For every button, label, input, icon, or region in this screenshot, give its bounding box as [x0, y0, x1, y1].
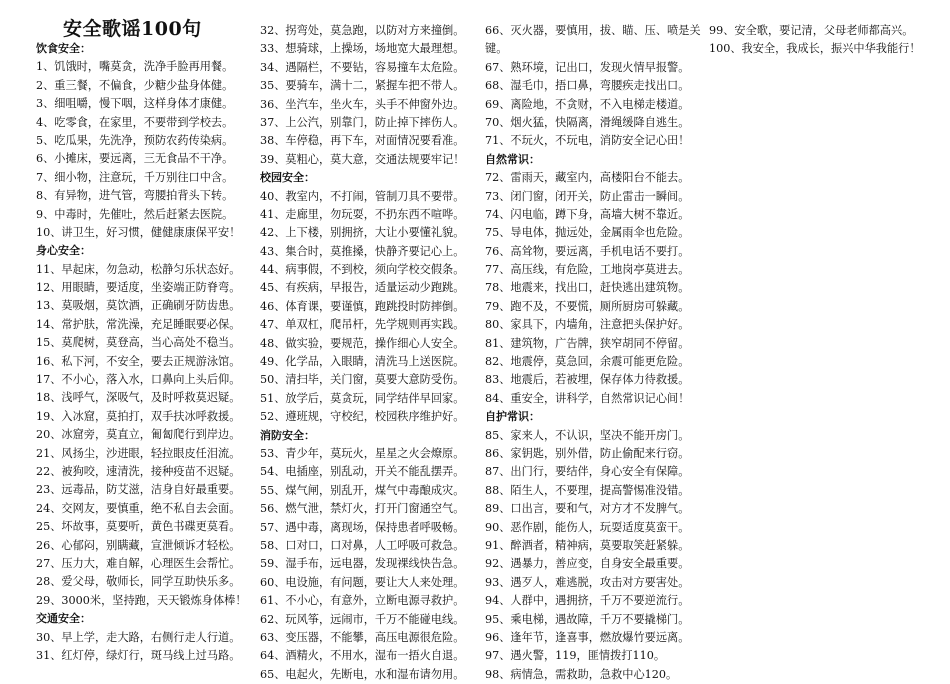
verse-line: 27、压力大，难自解，心理医生会帮忙。 — [36, 556, 241, 570]
verse-line: 76、高耸物，要远离，手机电话不要打。 — [485, 244, 690, 258]
verse-line: 18、浅呼气，深吸气，及时呼救莫迟疑。 — [36, 391, 241, 405]
verse-line: 3、细咀嚼，慢下咽，这样身体才康健。 — [36, 97, 234, 111]
verse-line: 82、地震停，莫急回，余震可能更危险。 — [485, 355, 690, 369]
verse-line: 89、口出言，要和气，对方才不发脾气。 — [485, 502, 690, 516]
verse-line: 11、早起床，勿急动，松静匀乐状态好。 — [36, 262, 241, 276]
verse-line: 64、酒精火，不用水，湿布一捂火自退。 — [260, 649, 465, 663]
verse-line: 52、遵班规，守校纪，校园秩序维护好。 — [260, 410, 465, 424]
verse-line: 33、想骑球，上操场，场地宽大最理想。 — [260, 42, 465, 56]
verse-line: 38、车停稳，再下车，对面情况要看准。 — [260, 134, 465, 148]
verse-line: 10、讲卫生，好习惯，健健康康保平安！ — [36, 225, 241, 239]
section-heading: 自护常识： — [485, 410, 540, 424]
verse-line: 19、入冰窟，莫拍打，双手扶冰呼救援。 — [36, 409, 241, 423]
verse-line: 68、湿毛巾，捂口鼻，弯腰疾走找出口。 — [485, 79, 690, 93]
verse-line: 20、冰窟旁，莫直立，匍匐爬行到岸边。 — [36, 428, 241, 442]
verse-line: 7、细小物，注意玩，千万别往口中含。 — [36, 170, 234, 184]
column-4 — [709, 22, 939, 59]
verse-line: 29、3000米，坚持跑，天天锻炼身体棒！ — [36, 593, 247, 607]
verse-line: 53、青少年，莫玩火，星星之火会燎原。 — [260, 446, 465, 460]
verse-line: 34、遇隔栏，不要钻，容易撞车太危险。 — [260, 60, 465, 74]
verse-line: 8、有异物，进气管，弯腰拍背头下转。 — [36, 189, 234, 203]
verse-line: 63、变压器，不能攀，高压电源很危险。 — [260, 630, 465, 644]
verse-line: 96、逢年节，逢喜事，燃放爆竹要远离。 — [485, 630, 690, 644]
verse-line: 99、安全歌，要记清，父母老师都高兴。 — [709, 24, 914, 37]
verse-line: 58、口对口，口对鼻，人工呼吸可救急。 — [260, 538, 465, 552]
page-title: 安全歌谣100句 — [63, 18, 202, 40]
section-heading: 自然常识： — [485, 152, 540, 166]
verse-line: 51、放学后，莫贪玩，同学结伴早回家。 — [260, 391, 465, 405]
verse-line: 85、家来人，不认识，坚决不能开房门。 — [485, 428, 690, 442]
verse-line: 49、化学品，入眼睛，清洗马上送医院。 — [260, 355, 465, 369]
verse-line: 5、吃瓜果，先洗净，预防农药传染病。 — [36, 133, 234, 147]
verse-line: 78、地震来，找出口，赶快逃出建筑物。 — [485, 281, 690, 295]
verse-line: 93、遇歹人，难逃脱，攻击对方要害处。 — [485, 575, 690, 589]
verse-line: 43、集合时，莫推搡，快静齐要记心上。 — [260, 244, 465, 258]
column-1 — [36, 40, 248, 665]
verse-line: 69、离险地，不贪财，不入电梯走楼道。 — [485, 97, 690, 111]
verse-line: 21、风扬尘，沙进眼，轻拉眼皮任泪流。 — [36, 446, 241, 460]
verse-line: 31、红灯停，绿灯行，斑马线上过马路。 — [36, 648, 241, 662]
verse-line: 70、烟火猛，快隔离，滑绳缓降自逃生。 — [485, 115, 690, 129]
verse-line: 17、不小心，落入水，口鼻向上头后仰。 — [36, 373, 241, 387]
verse-line: 54、电插座，别乱动，开关不能乱摆弄。 — [260, 465, 465, 479]
verse-line: 24、交网友，要慎重，绝不私自去会面。 — [36, 501, 241, 515]
verse-line: 90、恶作剧，能伤人，玩耍适度莫蛮干。 — [485, 520, 690, 534]
verse-line: 48、做实验，要规范，操作细心人安全。 — [260, 336, 465, 350]
verse-line: 86、家钥匙，别外借，防止偷配来行窃。 — [485, 446, 690, 460]
verse-line: 98、病情急，需救助，急救中心120。 — [485, 667, 678, 681]
verse-line: 59、湿手布，远电器，发现裸线快告急。 — [260, 557, 465, 571]
verse-line: 35、要骑车，满十二，紧握车把不带人。 — [260, 79, 465, 93]
verse-line: 81、建筑物，广告牌，狭窄胡同不停留。 — [485, 336, 690, 350]
section-heading: 校园安全： — [260, 171, 315, 185]
section-heading: 身心安全： — [36, 244, 91, 258]
section-heading: 消防安全： — [260, 428, 315, 442]
verse-line: 95、乘电梯，遇故障，千万不要撬梯门。 — [485, 612, 690, 626]
verse-line: 100、我安全，我成长，振兴中华我能行！ — [709, 42, 921, 56]
verse-line: 79、跑不及，不要慌，厕所厨房可躲藏。 — [485, 299, 690, 313]
verse-line: 键。 — [485, 42, 508, 56]
verse-line: 77、高压线，有危险，工地岗亭莫进去。 — [485, 263, 690, 277]
verse-line: 94、人群中，遇拥挤，千万不要逆流行。 — [485, 594, 690, 608]
verse-line: 87、出门行，要结伴，身心安全有保障。 — [485, 465, 690, 479]
verse-line: 84、重安全，讲科学，自然常识记心间！ — [485, 391, 690, 405]
verse-line: 4、吃零食，在家里，不要带到学校去。 — [36, 115, 234, 129]
verse-line: 60、电设施，有问题，要让大人来处理。 — [260, 575, 465, 589]
verse-line: 44、病事假，不到校，须向学校交假条。 — [260, 263, 465, 277]
column-3 — [485, 22, 705, 684]
column-2 — [260, 22, 480, 684]
verse-line: 83、地震后，若被埋，保存体力待救援。 — [485, 373, 690, 387]
verse-line: 45、有疾病，早报告，适量运动少跑跳。 — [260, 281, 465, 295]
verse-line: 66、灭火器，要慎用，拔、瞄、压、喷是关 — [485, 24, 701, 37]
section-heading: 饮食安全： — [36, 42, 91, 55]
verse-line: 25、坏故事，莫要听，黄色书碟更莫看。 — [36, 520, 241, 534]
verse-line: 55、煤气闸，别乱开，煤气中毒酿成灾。 — [260, 483, 465, 497]
verse-line: 6、小摊床，要远离，三无食品不干净。 — [36, 152, 234, 166]
verse-line: 12、用眼睛，要适度，坐姿端正防脊弯。 — [36, 281, 241, 295]
verse-line: 46、体育课，要谨慎，跑跳投时防摔倒。 — [260, 299, 465, 313]
verse-line: 22、被狗咬，速清洗，接种疫苗不迟疑。 — [36, 464, 241, 478]
verse-line: 72、雷雨天，藏室内，高楼阳台不能去。 — [485, 171, 690, 185]
verse-line: 57、遇中毒，离现场，保持患者呼吸畅。 — [260, 520, 465, 534]
verse-line: 47、单双杠，爬吊杆，先学规则再实践。 — [260, 318, 465, 332]
verse-line: 75、导电体，抛远处，金属雨伞也危险。 — [485, 226, 690, 240]
verse-line: 71、不玩火，不玩电，消防安全记心田！ — [485, 134, 690, 148]
verse-line: 26、心郁闷，别瞒藏，宣泄倾诉才轻松。 — [36, 538, 241, 552]
verse-line: 50、清扫毕，关门窗，莫要大意防受伤。 — [260, 373, 465, 387]
verse-line: 41、走廊里，勿玩耍，不扔东西不喧哗。 — [260, 207, 465, 221]
verse-line: 73、闭门窗，闭开关，防止雷击一瞬间。 — [485, 189, 690, 203]
verse-line: 1、饥饿时，嘴莫贪，洗净手脸再用餐。 — [36, 60, 234, 74]
verse-line: 74、闪电临，蹲下身，高墙大树不靠近。 — [485, 207, 690, 221]
verse-line: 16、私下河，不安全，要去正规游泳馆。 — [36, 354, 241, 368]
verse-line: 36、坐汽车，坐火车，头手不伸窗外边。 — [260, 97, 465, 111]
verse-line: 40、教室内，不打闹，管制刀具不要带。 — [260, 189, 465, 203]
verse-line: 2、重三餐，不偏食，少糖少盐身体健。 — [36, 78, 234, 92]
verse-line: 37、上公汽，别靠门，防止掉下摔伤人。 — [260, 115, 465, 129]
verse-line: 9、中毒时，先催吐，然后赶紧去医院。 — [36, 207, 234, 221]
verse-line: 13、莫吸烟，莫饮酒，正确刷牙防齿患。 — [36, 299, 241, 313]
verse-line: 61、不小心，有意外，立断电源寻救护。 — [260, 594, 465, 608]
verse-line: 14、常护肤，常洗澡，充足睡眠要必保。 — [36, 317, 241, 331]
verse-line: 92、遇暴力，善应变，自身安全最重要。 — [485, 557, 690, 571]
verse-line: 30、早上学，走大路，右侧行走人行道。 — [36, 630, 241, 644]
verse-line: 28、爱父母，敬师长，同学互助快乐多。 — [36, 575, 241, 589]
section-heading: 交通安全： — [36, 612, 91, 626]
verse-line: 91、醉酒者，精神病，莫要取笑赶紧躲。 — [485, 538, 690, 552]
verse-line: 62、玩风筝，远闹市，千万不能碰电线。 — [260, 612, 465, 626]
verse-line: 42、上下楼，别拥挤，大让小要懂礼貌。 — [260, 226, 465, 240]
verse-line: 39、莫粗心，莫大意，交通法规要牢记！ — [260, 152, 465, 166]
verse-line: 80、家具下，内墙角，注意把头保护好。 — [485, 318, 690, 332]
verse-line: 15、莫爬树，莫登高，当心高处不稳当。 — [36, 336, 241, 350]
verse-line: 88、陌生人，不要理，提高警惕准没错。 — [485, 483, 690, 497]
verse-line: 97、遇火警，119，匪情拨打110。 — [485, 649, 666, 663]
verse-line: 32、拐弯处，莫急跑，以防对方来撞倒。 — [260, 24, 465, 37]
verse-line: 23、远毒品，防艾滋，洁身自好最重要。 — [36, 483, 241, 497]
verse-line: 56、燃气泄，禁灯火，打开门窗通空气。 — [260, 502, 465, 516]
verse-line: 67、熟环境，记出口，发现火情早报警。 — [485, 60, 690, 74]
verse-line: 65、电起火，先断电，水和湿布请勿用。 — [260, 667, 465, 681]
